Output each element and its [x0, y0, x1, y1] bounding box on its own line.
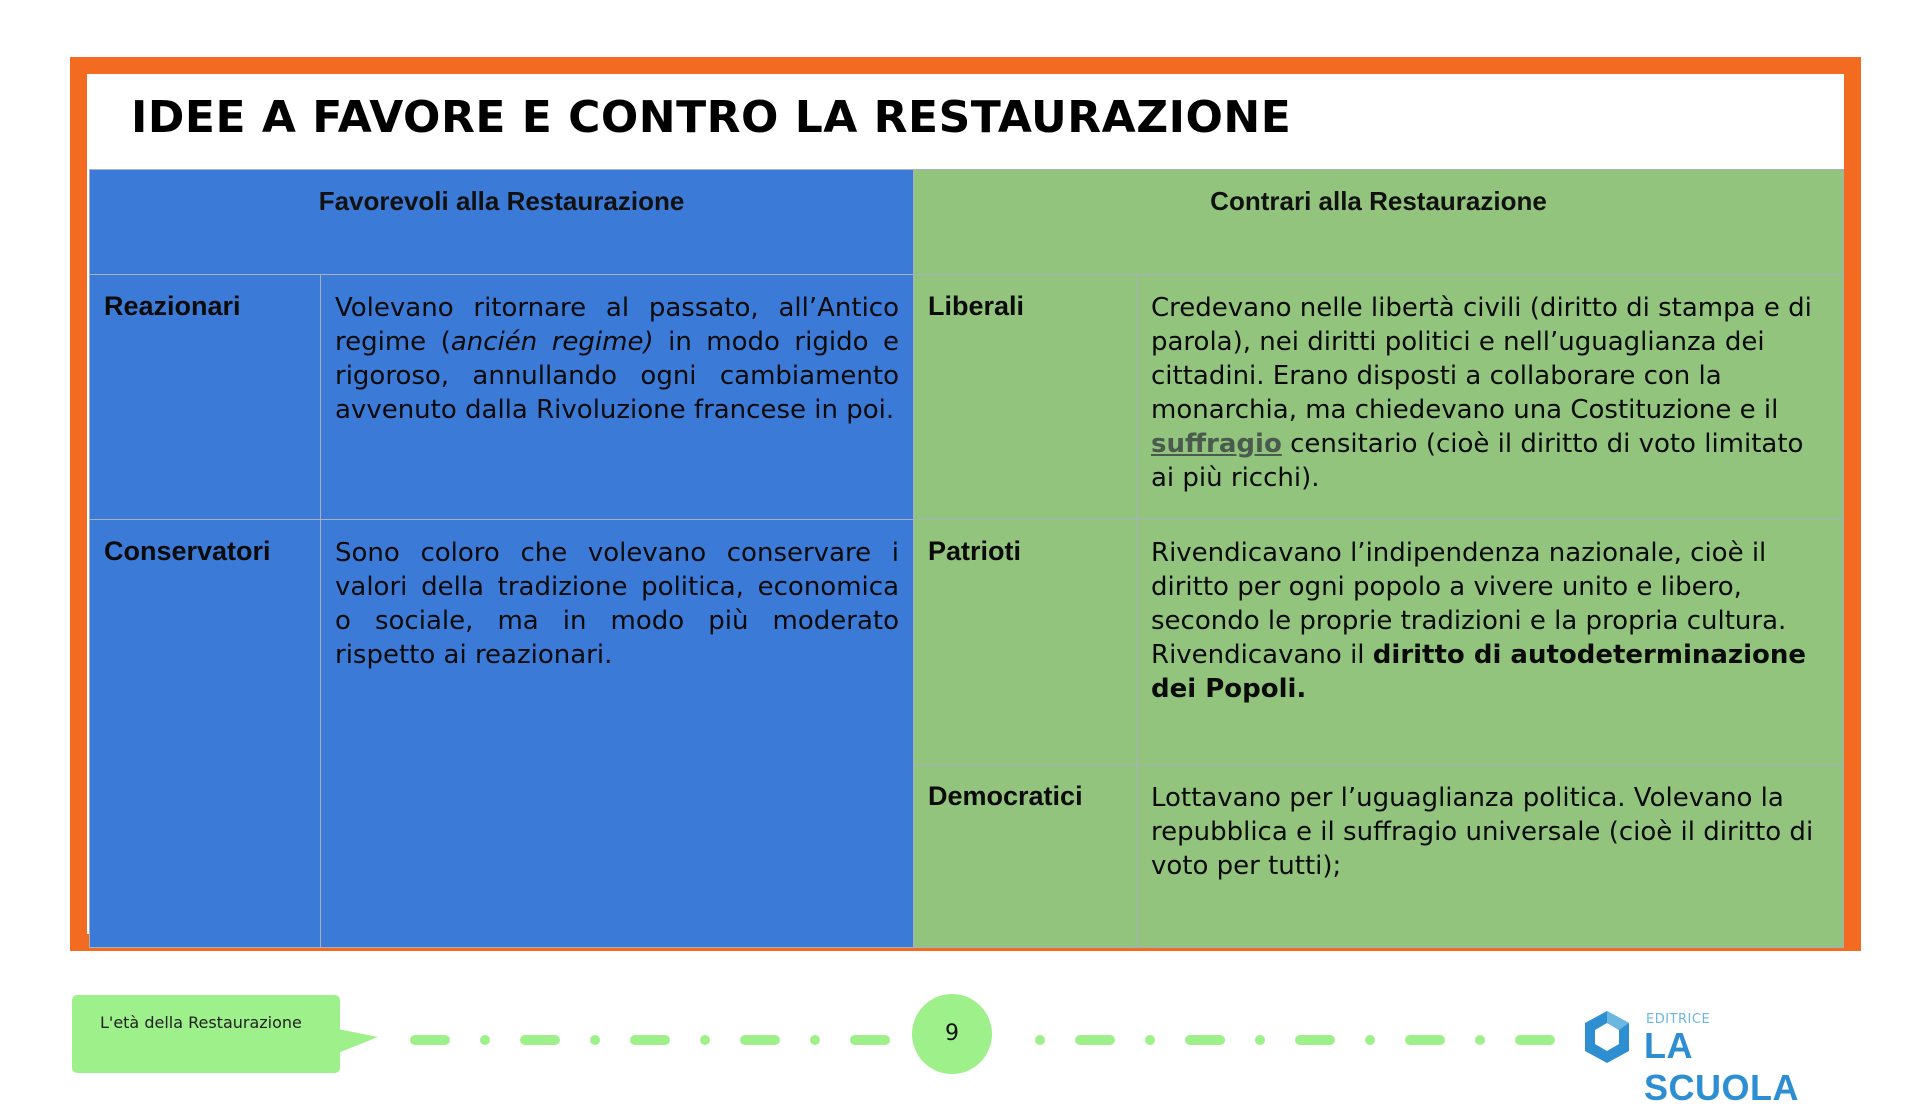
hexagon-logo-icon	[1582, 1009, 1632, 1065]
patrioti-text-strong: diritto di autodeterminazione dei Popoli.	[1151, 640, 1806, 704]
section-tag	[72, 995, 340, 1073]
publisher-logo	[1582, 1005, 1842, 1108]
against-header: Contrari alla Restaurazione	[914, 170, 1844, 275]
conservatori-description: Sono coloro che volevano conservare i valori della tradizione politica, economica o sociale, ma in modo più moderato rispetto ai reazionari.	[321, 520, 914, 948]
conservatori-label: Conservatori	[90, 520, 321, 948]
liberali-text-a: Credevano nelle libertà civili (diritto di stampa e di parola), nei diritti politici e nell’uguaglianza dei cittadini. Erano disposti a collaborare con la monarchia, ma chiedevano una Costituzione e il	[1151, 293, 1812, 425]
patrioti-label: Patrioti	[914, 520, 1137, 765]
liberali-label: Liberali	[914, 275, 1137, 520]
logo-small-text: EDITRICE	[1646, 1012, 1711, 1027]
reazionari-description	[321, 275, 914, 520]
reazionari-text-a: Volevano ritornare al passato, all’Antico regime (	[335, 293, 899, 357]
slide-title: IDEE A FAVORE E CONTRO LA RESTAURAZIONE	[131, 92, 1292, 143]
logo-big-text: LA SCUOLA	[1644, 1025, 1799, 1108]
liberali-description	[1137, 275, 1844, 520]
reazionari-label: Reazionari	[90, 275, 321, 520]
section-label: L'età della Restaurazione	[100, 1013, 302, 1032]
patrioti-description	[1137, 520, 1844, 765]
restoration-table	[89, 169, 1844, 948]
reazionari-text-b: in modo rigido e rigoroso, annullando ogni cambiamento avvenuto dalla Rivoluzione francese in poi.	[335, 327, 899, 425]
page-number: 9	[912, 994, 992, 1074]
slide-frame	[70, 57, 1861, 951]
democratici-label: Democratici	[914, 765, 1137, 948]
favor-header: Favorevoli alla Restaurazione	[90, 170, 914, 275]
reazionari-text-emphasis: ancién regime)	[450, 327, 654, 357]
liberali-text-b: censitario (cioè il diritto di voto limitato ai più ricchi).	[1151, 429, 1804, 493]
democratici-description: Lottavano per l’uguaglianza politica. Volevano la repubblica e il suffragio universale (cioè il diritto di voto per tutti);	[1137, 765, 1844, 948]
suffragio-link[interactable]: suffragio	[1151, 429, 1282, 459]
patrioti-text-a: Rivendicavano l’indipendenza nazionale, cioè il diritto per ogni popolo a vivere unito e libero, secondo le proprie tradizioni e la propria cultura. Rivendicavano il	[1151, 538, 1787, 670]
